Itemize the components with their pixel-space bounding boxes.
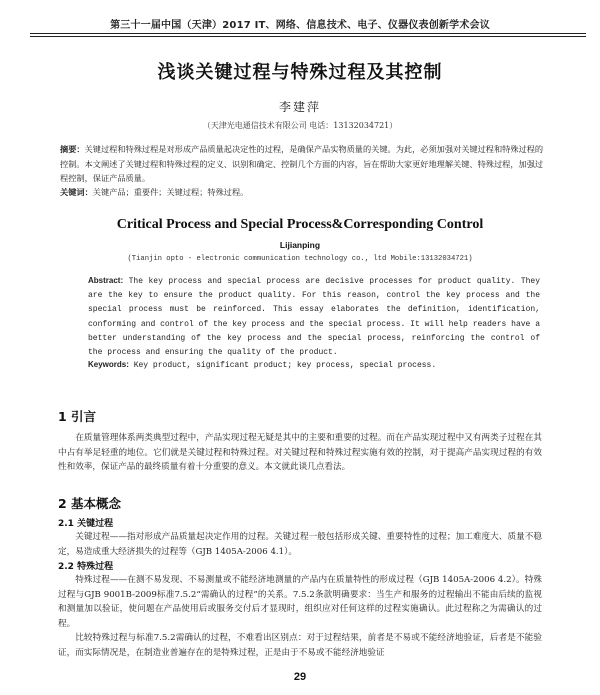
author-name-en: Lijianping bbox=[279, 240, 321, 250]
section-1-paragraph: 在质量管理体系两类典型过程中，产品实现过程无疑是其中的主要和重要的过程。而在产品实现过程中又有两类子过程在其中占有举足轻重的地位。它们就是关键过程和特殊过程。对关键过程和特殊过程实施有效的控制，对于提高产品实现过程的有效性和效率，保证产品的最终质量有着十分重要的意义。本文就此谈几点看法。 bbox=[58, 433, 542, 472]
paper-title-cn: 浅谈关键过程与特殊过程及其控制 bbox=[157, 62, 443, 83]
section-2-2-paragraph-2: 比较特殊过程与标准7.5.2需确认的过程，不难看出区别点：对于过程结果，前者是不易或不能经济地验证，后者是不能验证，而实际情况是，在制造业普遍存在的是特殊过程，正是由于不易或不能经济地验证 bbox=[58, 633, 542, 658]
author-name-cn: 李建萍 bbox=[278, 100, 321, 114]
keywords-cn-text: 关键产品；重要件；关键过程；特殊过程。 bbox=[92, 187, 249, 197]
header-rule-thin bbox=[30, 36, 586, 37]
affiliation-en: (Tianjin opto - electronic communication technology co., ltd Mobile:13132034721) bbox=[127, 255, 473, 263]
keywords-en bbox=[88, 360, 540, 370]
abstract-en-label: Abstract: bbox=[88, 276, 124, 285]
keywords-cn-label: 关键词： bbox=[60, 187, 93, 197]
header-rule bbox=[30, 33, 586, 34]
affiliation-cn: （天津光电通信技术有限公司 电话：13132034721） bbox=[202, 121, 398, 130]
section-2-1-heading: 2.1 关键过程 bbox=[58, 519, 114, 529]
abstract-cn bbox=[60, 142, 546, 186]
running-header: 第三十一届中国（天津）2017 IT、网络、信息技术、电子、仪器仪表创新学术会议 bbox=[110, 20, 490, 31]
abstract-cn-label: 摘要： bbox=[60, 144, 85, 154]
section-2-2-paragraph-1: 特殊过程——在测不易发现、不易测量或不能经济地测量的产品内在质量特性的形成过程（GJB 1405A-2006 4.2）。特殊过程与GJB 9001B-2009标准7.5.2“需确认的过程”的关系。7.5.2条款明确要求：当生产和服务的过程输出不能由后续的监视和测量加以验证，使问题在产品使用后或服务交付后才显现时，组织应对任何这样的过程实施确认。此过程称之为需确认的过程。 bbox=[58, 575, 542, 629]
abstract-en-text: The key process and special process are decisive processes for product quality. They are the key to ensure the product quality. For this reason, control the key process and the special process must be reinforced. This essay elaborates the definition, identification, conforming and control of the key process and the special process. It will help readers have a better understanding of the key process and the special process, reinforcing the control of the process and ensuring the quality of the product. bbox=[88, 277, 540, 358]
keywords-en-label: Keywords: bbox=[88, 360, 129, 369]
section-2-2-heading: 2.2 特殊过程 bbox=[58, 562, 114, 572]
page-number: 29 bbox=[293, 671, 307, 683]
keywords-cn bbox=[60, 187, 546, 198]
abstract-cn-text: 关键过程和特殊过程是对形成产品质量起决定性的过程，是确保产品实物质量的关键。为此，必须加强对关键过程和特殊过程的控制。本文阐述了关键过程和特殊过程的定义、识别和确定、控制几个方面的内容，旨在帮助大家更好地理解关键、特殊过程，加强过程控制，保证产品质量。 bbox=[60, 144, 544, 183]
abstract-en bbox=[88, 274, 540, 360]
section-2-heading: 2 基本概念 bbox=[58, 496, 122, 511]
keywords-en-text: Key product, significant product; key process, special process. bbox=[128, 361, 437, 370]
section-1-heading: 1 引言 bbox=[58, 409, 97, 424]
section-2-1-paragraph: 关键过程——指对形成产品质量起决定作用的过程。关键过程一般包括形成关键、重要特性的过程；加工难度大、质量不稳定，易造成重大经济损失的过程等（GJB 1405A-2006 4.1）。 bbox=[58, 532, 542, 557]
paper-title-en: Critical Process and Special Process&Corresponding Control bbox=[116, 217, 484, 232]
